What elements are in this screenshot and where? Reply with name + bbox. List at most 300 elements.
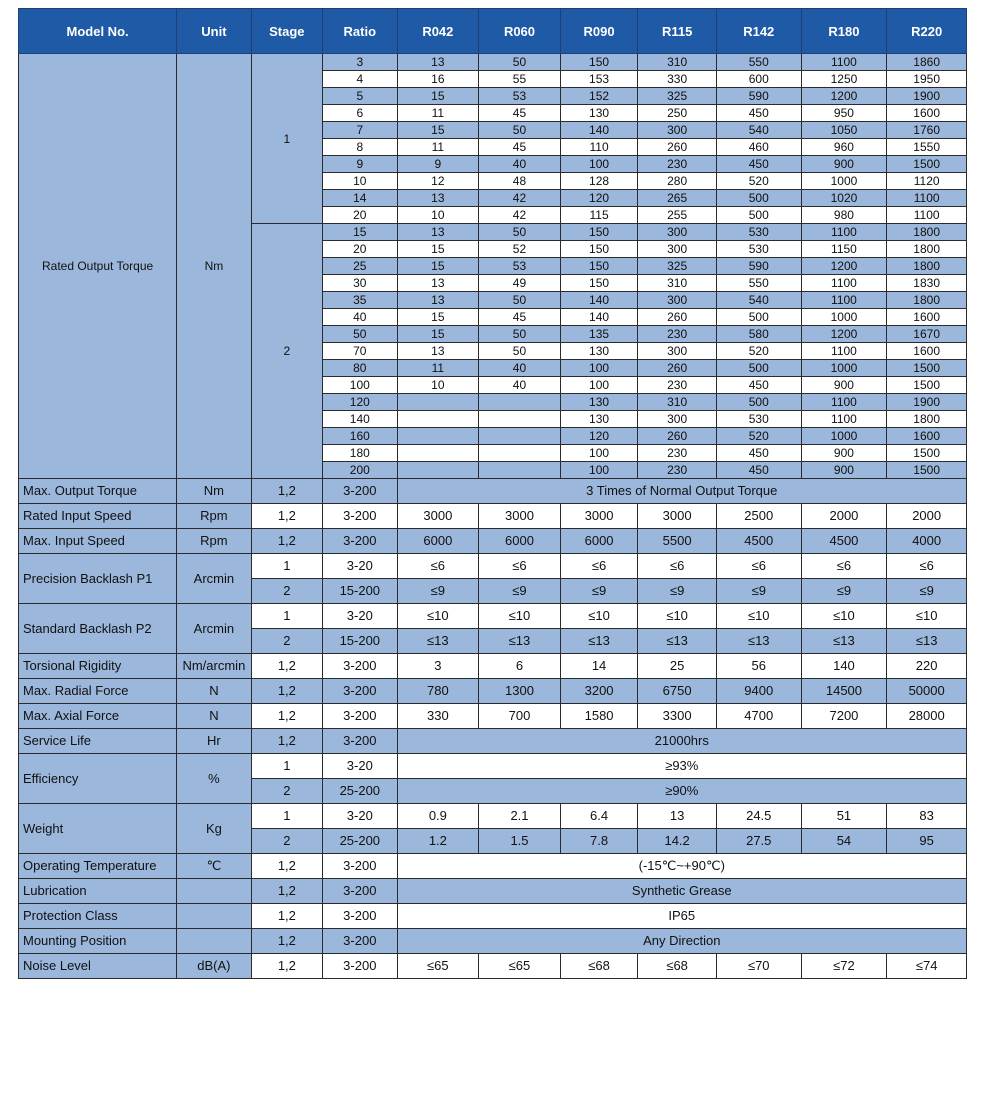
value-cell: 300 — [638, 292, 717, 309]
value-cell: 1500 — [887, 156, 967, 173]
spec-row — [19, 654, 967, 679]
spec-row — [19, 729, 967, 754]
value-cell: 265 — [638, 190, 717, 207]
ratio-cell: 7 — [323, 122, 397, 139]
value-cell: 5500 — [638, 529, 717, 554]
value-cell: 1250 — [801, 71, 887, 88]
value-cell: ≤6 — [801, 554, 887, 579]
value-cell: 15 — [397, 122, 479, 139]
value-cell: 10 — [397, 377, 479, 394]
value-cell: ≤10 — [801, 604, 887, 629]
torque-row — [19, 54, 967, 71]
value-cell: 51 — [801, 804, 887, 829]
value-cell: 1830 — [887, 275, 967, 292]
value-cell: 50 — [479, 122, 561, 139]
stage-cell: 1 — [251, 804, 322, 829]
row-label-protection-class: Protection Class — [19, 904, 177, 929]
spec-row — [19, 804, 967, 829]
value-cell: 150 — [560, 241, 638, 258]
value-cell: 152 — [560, 88, 638, 105]
value-cell — [479, 394, 561, 411]
value-cell: 1670 — [887, 326, 967, 343]
value-cell: 1000 — [801, 360, 887, 377]
header-model-r060: R060 — [479, 9, 561, 54]
value-cell: 0.9 — [397, 804, 479, 829]
value-cell: 230 — [638, 445, 717, 462]
value-cell: 1.2 — [397, 829, 479, 854]
unit-cell: Nm — [177, 479, 251, 504]
value-cell: 540 — [716, 122, 801, 139]
value-cell: 550 — [716, 275, 801, 292]
value-cell: 140 — [560, 309, 638, 326]
value-cell: 7.8 — [560, 829, 638, 854]
ratio-cell: 3-200 — [323, 504, 397, 529]
value-cell: ≤9 — [560, 579, 638, 604]
ratio-cell: 15-200 — [323, 579, 397, 604]
value-cell: 3200 — [560, 679, 638, 704]
value-cell: 1800 — [887, 292, 967, 309]
value-cell: 1600 — [887, 428, 967, 445]
spec-row — [19, 554, 967, 579]
value-cell: 53 — [479, 258, 561, 275]
stage-cell: 1 — [251, 754, 322, 779]
value-cell: 500 — [716, 207, 801, 224]
value-cell: 40 — [479, 156, 561, 173]
ratio-cell: 3 — [323, 54, 397, 71]
value-cell: 15 — [397, 241, 479, 258]
ratio-cell: 3-200 — [323, 904, 397, 929]
value-cell: 500 — [716, 360, 801, 377]
value-cell: 540 — [716, 292, 801, 309]
value-cell: ≤9 — [716, 579, 801, 604]
spec-row — [19, 854, 967, 879]
value-cell: 6000 — [479, 529, 561, 554]
value-cell: ≤6 — [397, 554, 479, 579]
value-cell: 590 — [716, 88, 801, 105]
value-cell: 54 — [801, 829, 887, 854]
row-label-max-output-torque: Max. Output Torque — [19, 479, 177, 504]
value-cell — [479, 428, 561, 445]
value-cell: 1950 — [887, 71, 967, 88]
value-cell: 16 — [397, 71, 479, 88]
value-cell: 460 — [716, 139, 801, 156]
value-cell: ≤13 — [887, 629, 967, 654]
value-cell: 1000 — [801, 309, 887, 326]
ratio-cell: 3-200 — [323, 729, 397, 754]
stage-cell: 2 — [251, 224, 322, 479]
spec-table — [18, 8, 967, 979]
stage-cell: 1,2 — [251, 504, 322, 529]
value-cell: 140 — [560, 292, 638, 309]
spec-row — [19, 529, 967, 554]
spec-row — [19, 679, 967, 704]
value-cell: ≤70 — [716, 954, 801, 979]
value-cell: 153 — [560, 71, 638, 88]
value-cell: 1100 — [801, 54, 887, 71]
unit-cell — [177, 929, 251, 954]
value-cell: 40 — [479, 377, 561, 394]
value-cell: 135 — [560, 326, 638, 343]
value-cell: ≤72 — [801, 954, 887, 979]
value-cell: 900 — [801, 445, 887, 462]
value-cell: 260 — [638, 309, 717, 326]
value-cell: 27.5 — [716, 829, 801, 854]
value-cell: 520 — [716, 173, 801, 190]
value-cell: 1000 — [801, 428, 887, 445]
ratio-cell: 25-200 — [323, 829, 397, 854]
stage-cell: 1,2 — [251, 529, 322, 554]
ratio-cell: 3-20 — [323, 804, 397, 829]
value-cell: 50 — [479, 54, 561, 71]
value-cell: 53 — [479, 88, 561, 105]
header-model-r090: R090 — [560, 9, 638, 54]
value-cell: 45 — [479, 139, 561, 156]
value-cell: 590 — [716, 258, 801, 275]
row-label-rated-input-speed: Rated Input Speed — [19, 504, 177, 529]
value-cell: 13 — [638, 804, 717, 829]
value-cell: 13 — [397, 54, 479, 71]
value-cell: 3000 — [560, 504, 638, 529]
header-model-no: Model No. — [19, 9, 177, 54]
unit-cell: Nm/arcmin — [177, 654, 251, 679]
ratio-cell: 3-200 — [323, 704, 397, 729]
value-cell — [397, 411, 479, 428]
ratio-cell: 35 — [323, 292, 397, 309]
unit-cell: % — [177, 754, 251, 804]
value-cell: 230 — [638, 326, 717, 343]
ratio-cell: 8 — [323, 139, 397, 156]
value-cell: 3300 — [638, 704, 717, 729]
value-cell: 100 — [560, 156, 638, 173]
value-cell: ≤6 — [716, 554, 801, 579]
header-model-r042: R042 — [397, 9, 479, 54]
ratio-cell: 3-20 — [323, 604, 397, 629]
value-cell: 1150 — [801, 241, 887, 258]
value-cell: 6750 — [638, 679, 717, 704]
value-cell: ≤10 — [638, 604, 717, 629]
stage-cell: 1 — [251, 54, 322, 224]
value-cell: 52 — [479, 241, 561, 258]
stage-cell: 1,2 — [251, 479, 322, 504]
value-cell: ≤6 — [479, 554, 561, 579]
ratio-cell: 14 — [323, 190, 397, 207]
value-cell: 1500 — [887, 377, 967, 394]
value-cell: 12 — [397, 173, 479, 190]
value-cell: 3000 — [479, 504, 561, 529]
value-cell: 530 — [716, 241, 801, 258]
value-cell: 500 — [716, 190, 801, 207]
value-cell: 255 — [638, 207, 717, 224]
value-cell: 900 — [801, 156, 887, 173]
stage-cell: 1 — [251, 554, 322, 579]
ratio-cell: 100 — [323, 377, 397, 394]
value-cell: ≤10 — [560, 604, 638, 629]
header-model-r180: R180 — [801, 9, 887, 54]
merged-value-cell: 3 Times of Normal Output Torque — [397, 479, 966, 504]
row-label-precision-backlash-p1: Precision Backlash P1 — [19, 554, 177, 604]
value-cell: 15 — [397, 88, 479, 105]
value-cell: 110 — [560, 139, 638, 156]
value-cell: 2500 — [716, 504, 801, 529]
value-cell: 13 — [397, 292, 479, 309]
unit-cell — [177, 879, 251, 904]
value-cell: 500 — [716, 309, 801, 326]
spec-row — [19, 954, 967, 979]
row-label-max-radial-force: Max. Radial Force — [19, 679, 177, 704]
value-cell: ≤13 — [638, 629, 717, 654]
value-cell — [479, 445, 561, 462]
value-cell: 3 — [397, 654, 479, 679]
value-cell: 325 — [638, 258, 717, 275]
value-cell — [479, 411, 561, 428]
value-cell: 15 — [397, 258, 479, 275]
value-cell — [397, 445, 479, 462]
value-cell: 1100 — [801, 343, 887, 360]
value-cell: 1100 — [801, 394, 887, 411]
value-cell: 100 — [560, 360, 638, 377]
unit-cell: Hr — [177, 729, 251, 754]
value-cell: 700 — [479, 704, 561, 729]
value-cell: 1800 — [887, 258, 967, 275]
value-cell: ≤13 — [801, 629, 887, 654]
value-cell: 100 — [560, 462, 638, 479]
header-stage: Stage — [251, 9, 322, 54]
value-cell: 450 — [716, 377, 801, 394]
value-cell: 1100 — [801, 411, 887, 428]
stage-cell: 1,2 — [251, 704, 322, 729]
spec-row — [19, 604, 967, 629]
value-cell: ≤6 — [638, 554, 717, 579]
value-cell: 130 — [560, 394, 638, 411]
value-cell: 42 — [479, 207, 561, 224]
value-cell: 4700 — [716, 704, 801, 729]
value-cell: 13 — [397, 190, 479, 207]
value-cell: ≤9 — [887, 579, 967, 604]
ratio-cell: 3-200 — [323, 529, 397, 554]
value-cell: ≤10 — [716, 604, 801, 629]
value-cell: 6000 — [397, 529, 479, 554]
ratio-cell: 3-200 — [323, 879, 397, 904]
value-cell: 300 — [638, 241, 717, 258]
value-cell: ≤6 — [560, 554, 638, 579]
value-cell: 150 — [560, 54, 638, 71]
value-cell: 95 — [887, 829, 967, 854]
value-cell: 300 — [638, 122, 717, 139]
unit-cell: Rpm — [177, 529, 251, 554]
value-cell: 13 — [397, 224, 479, 241]
value-cell: ≤9 — [479, 579, 561, 604]
value-cell: 1100 — [801, 292, 887, 309]
value-cell: 1050 — [801, 122, 887, 139]
unit-cell: N — [177, 679, 251, 704]
value-cell: ≤13 — [479, 629, 561, 654]
value-cell: 15 — [397, 309, 479, 326]
row-label-service-life: Service Life — [19, 729, 177, 754]
value-cell: 4000 — [887, 529, 967, 554]
value-cell: 325 — [638, 88, 717, 105]
row-label-weight: Weight — [19, 804, 177, 854]
value-cell: 1900 — [887, 88, 967, 105]
ratio-cell: 20 — [323, 207, 397, 224]
ratio-cell: 9 — [323, 156, 397, 173]
value-cell: 310 — [638, 54, 717, 71]
value-cell: 1100 — [801, 275, 887, 292]
unit-cell: Kg — [177, 804, 251, 854]
value-cell: 13 — [397, 343, 479, 360]
merged-value-cell: IP65 — [397, 904, 966, 929]
spec-table-container — [18, 8, 967, 979]
stage-cell: 1,2 — [251, 854, 322, 879]
stage-cell: 1,2 — [251, 679, 322, 704]
value-cell: 1550 — [887, 139, 967, 156]
value-cell: 50 — [479, 326, 561, 343]
value-cell: 2000 — [887, 504, 967, 529]
header-ratio: Ratio — [323, 9, 397, 54]
value-cell: 49 — [479, 275, 561, 292]
ratio-cell: 200 — [323, 462, 397, 479]
value-cell: 520 — [716, 428, 801, 445]
row-label-max-input-speed: Max. Input Speed — [19, 529, 177, 554]
value-cell: ≤74 — [887, 954, 967, 979]
row-label-mounting-position: Mounting Position — [19, 929, 177, 954]
value-cell: 1600 — [887, 105, 967, 122]
value-cell: 15 — [397, 326, 479, 343]
ratio-cell: 50 — [323, 326, 397, 343]
row-label-efficiency: Efficiency — [19, 754, 177, 804]
ratio-cell: 3-20 — [323, 554, 397, 579]
value-cell: ≤68 — [560, 954, 638, 979]
value-cell: 1500 — [887, 445, 967, 462]
value-cell: 83 — [887, 804, 967, 829]
value-cell: 9400 — [716, 679, 801, 704]
header-row — [19, 9, 967, 54]
value-cell: 520 — [716, 343, 801, 360]
row-label-max-axial-force: Max. Axial Force — [19, 704, 177, 729]
ratio-cell: 5 — [323, 88, 397, 105]
value-cell: 260 — [638, 139, 717, 156]
value-cell: ≤9 — [638, 579, 717, 604]
stage-cell: 2 — [251, 579, 322, 604]
value-cell: 310 — [638, 394, 717, 411]
spec-row — [19, 904, 967, 929]
value-cell: 3000 — [638, 504, 717, 529]
value-cell: 500 — [716, 394, 801, 411]
stage-cell: 1,2 — [251, 654, 322, 679]
value-cell: 50 — [479, 224, 561, 241]
ratio-cell: 70 — [323, 343, 397, 360]
value-cell: 10 — [397, 207, 479, 224]
value-cell: 1200 — [801, 258, 887, 275]
value-cell: 3000 — [397, 504, 479, 529]
value-cell: 1.5 — [479, 829, 561, 854]
ratio-cell: 4 — [323, 71, 397, 88]
value-cell: 1900 — [887, 394, 967, 411]
spec-row — [19, 704, 967, 729]
ratio-cell: 10 — [323, 173, 397, 190]
value-cell: 130 — [560, 411, 638, 428]
value-cell — [479, 462, 561, 479]
unit-cell — [177, 904, 251, 929]
stage-cell: 1 — [251, 604, 322, 629]
ratio-cell: 120 — [323, 394, 397, 411]
value-cell: 260 — [638, 360, 717, 377]
row-label-standard-backlash-p2: Standard Backlash P2 — [19, 604, 177, 654]
value-cell: ≤65 — [397, 954, 479, 979]
value-cell: 1100 — [887, 190, 967, 207]
spec-row — [19, 504, 967, 529]
value-cell: 130 — [560, 343, 638, 360]
value-cell: 230 — [638, 156, 717, 173]
ratio-cell: 3-200 — [323, 954, 397, 979]
value-cell: 13 — [397, 275, 479, 292]
unit-cell: Arcmin — [177, 554, 251, 604]
unit-cell: dB(A) — [177, 954, 251, 979]
value-cell: 1800 — [887, 241, 967, 258]
stage-cell: 1,2 — [251, 879, 322, 904]
value-cell: 2000 — [801, 504, 887, 529]
value-cell: 600 — [716, 71, 801, 88]
value-cell: 300 — [638, 411, 717, 428]
ratio-cell: 3-200 — [323, 854, 397, 879]
unit-cell: N — [177, 704, 251, 729]
stage-cell: 1,2 — [251, 729, 322, 754]
ratio-cell: 160 — [323, 428, 397, 445]
value-cell: ≤10 — [887, 604, 967, 629]
value-cell: 1100 — [801, 224, 887, 241]
value-cell: 120 — [560, 190, 638, 207]
merged-value-cell: (-15℃~+90℃) — [397, 854, 966, 879]
value-cell: 100 — [560, 377, 638, 394]
value-cell: 300 — [638, 343, 717, 360]
value-cell: 900 — [801, 377, 887, 394]
value-cell: 450 — [716, 156, 801, 173]
value-cell: 45 — [479, 309, 561, 326]
value-cell: ≤13 — [397, 629, 479, 654]
stage-cell: 2 — [251, 829, 322, 854]
value-cell: 330 — [397, 704, 479, 729]
value-cell: 1760 — [887, 122, 967, 139]
value-cell: 50 — [479, 292, 561, 309]
row-label-torsional-rigidity: Torsional Rigidity — [19, 654, 177, 679]
header-unit: Unit — [177, 9, 251, 54]
value-cell: 230 — [638, 377, 717, 394]
value-cell: 42 — [479, 190, 561, 207]
value-cell: ≤9 — [397, 579, 479, 604]
ratio-cell: 40 — [323, 309, 397, 326]
value-cell: 1000 — [801, 173, 887, 190]
stage-cell: 2 — [251, 779, 322, 804]
value-cell: 56 — [716, 654, 801, 679]
value-cell: 1600 — [887, 343, 967, 360]
ratio-cell: 20 — [323, 241, 397, 258]
value-cell: 220 — [887, 654, 967, 679]
value-cell: 50000 — [887, 679, 967, 704]
value-cell: 950 — [801, 105, 887, 122]
header-model-r142: R142 — [716, 9, 801, 54]
value-cell: 6 — [479, 654, 561, 679]
value-cell: 1100 — [887, 207, 967, 224]
value-cell — [397, 428, 479, 445]
value-cell: 120 — [560, 428, 638, 445]
value-cell: 300 — [638, 224, 717, 241]
ratio-cell: 25 — [323, 258, 397, 275]
value-cell: 11 — [397, 360, 479, 377]
spec-row — [19, 929, 967, 954]
value-cell: 230 — [638, 462, 717, 479]
row-label-noise-level: Noise Level — [19, 954, 177, 979]
value-cell: 1020 — [801, 190, 887, 207]
value-cell: 1200 — [801, 88, 887, 105]
